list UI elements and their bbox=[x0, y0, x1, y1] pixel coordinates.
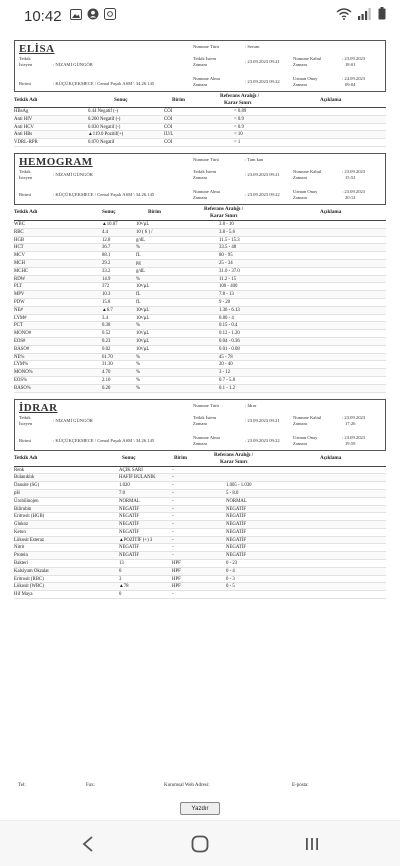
test-name: Glukoz bbox=[14, 522, 29, 528]
test-unit: 10³/µL bbox=[136, 221, 150, 227]
table-row bbox=[14, 237, 386, 245]
footer-tel: Tel: bbox=[18, 783, 26, 788]
table-row bbox=[14, 583, 386, 591]
table-row bbox=[14, 521, 386, 529]
reference-range: 11.2 - 15 bbox=[219, 276, 237, 282]
test-unit: - bbox=[172, 545, 174, 551]
reference-range: 7.8 - 13 bbox=[219, 292, 234, 298]
test-unit: - bbox=[172, 553, 174, 559]
test-unit: 10 ( 6 ) / bbox=[136, 229, 153, 235]
test-unit: g/dL bbox=[136, 268, 146, 274]
reference-range: NEGATİF bbox=[226, 545, 246, 551]
test-unit: % bbox=[136, 276, 140, 282]
test-name: Kalsiyum Okzalat bbox=[14, 568, 49, 574]
test-name: HBsAg bbox=[14, 109, 29, 114]
test-result: ▲POZİTİF (+) 3 bbox=[119, 537, 153, 543]
contact-icon bbox=[87, 7, 99, 25]
table-row bbox=[14, 229, 386, 237]
table-row bbox=[14, 513, 386, 521]
table-row bbox=[14, 307, 386, 315]
test-result: 4.70 bbox=[102, 370, 111, 376]
reference-range: 80 - 95 bbox=[219, 253, 233, 259]
reference-range: 25 - 34 bbox=[219, 260, 233, 266]
test-result: NEGATİF bbox=[119, 506, 139, 512]
hemogram-header: HEMOGRAM Tetkik İsteyen : NİZAMİ GÜNGÖR Birimi : KÜÇÜKÇEKMECE \ Cemal Paşalı ASM \ 34.26.145 Numune Türü : Tam kan Tetkik İstem Zamanı : 23.09.2023 09:21 Numune Alma Zamanı : 23.09.2023 09:22 Numune Kabul Zamanı : 23.09.2023 15:52 Uzman Onay Zamanı : 23.09.2023 20:12 bbox=[14, 153, 386, 205]
table-row bbox=[14, 552, 386, 560]
table-row bbox=[14, 139, 386, 147]
test-name: Protein bbox=[14, 553, 28, 559]
test-result: 3.4 bbox=[102, 315, 108, 321]
test-unit: % bbox=[136, 323, 140, 329]
test-unit: % bbox=[136, 362, 140, 368]
table-row bbox=[14, 544, 386, 552]
test-result: 10.3 bbox=[102, 292, 111, 298]
test-unit: 10³/µL bbox=[136, 315, 150, 321]
test-unit: COI bbox=[164, 124, 173, 130]
test-result: 7.0 bbox=[119, 490, 125, 496]
table-row bbox=[14, 591, 386, 599]
reference-range: 1.005 - 1.030 bbox=[226, 483, 252, 489]
test-result: 0.44 Negatif (-) bbox=[88, 109, 118, 114]
reference-range: 3.8 - 5.6 bbox=[219, 229, 235, 235]
test-result: 14.9 bbox=[102, 276, 111, 282]
reference-range: 45 - 78 bbox=[219, 354, 233, 360]
test-name: RBC bbox=[14, 229, 24, 235]
reference-range: 0.1 - 1.2 bbox=[219, 385, 235, 391]
test-result: NEGATİF bbox=[119, 522, 139, 528]
test-unit: - bbox=[172, 467, 174, 473]
test-unit: COI bbox=[164, 116, 173, 122]
reference-range: 9 - 20 bbox=[219, 299, 231, 305]
test-result: 31.30 bbox=[102, 362, 113, 368]
test-result: NORMAL bbox=[119, 498, 140, 504]
test-unit: - bbox=[172, 475, 174, 481]
reference-range: 0.04 - 0.36 bbox=[219, 338, 240, 344]
table-row bbox=[14, 369, 386, 377]
test-name: Anti HCV bbox=[14, 124, 34, 130]
table-row bbox=[14, 322, 386, 330]
test-unit: - bbox=[172, 514, 174, 520]
signal-icon bbox=[358, 7, 372, 25]
test-name: BASO% bbox=[14, 385, 31, 391]
test-name: PCT bbox=[14, 323, 23, 329]
table-row bbox=[14, 252, 386, 260]
table-row bbox=[14, 315, 386, 323]
test-result: NEGATİF bbox=[119, 553, 139, 559]
test-name: PLT bbox=[14, 284, 23, 290]
image-icon bbox=[70, 7, 82, 25]
table-row bbox=[14, 482, 386, 490]
table-row bbox=[14, 108, 386, 116]
test-result: 13 bbox=[119, 561, 124, 567]
test-name: Keton bbox=[14, 529, 26, 535]
test-unit: - bbox=[172, 537, 174, 543]
battery-icon bbox=[378, 7, 386, 25]
test-result: NEGATİF bbox=[119, 514, 139, 520]
test-name: Lökosit Esteraz bbox=[14, 537, 44, 543]
elisa-header: ELİSA Tetkik İsteyen : NİZAMİ GÜNGÖR Birimi : KÜÇÜKÇEKMECE \ Cemal Paşalı ASM \ 34.26.145 Numune Türü : Serum Tetkik İstem Zamanı : 23.09.2023 09:21 Numune Alma Zamanı : 23.09.2023 09:22 Numune Kabul Zamanı : 23.09.2023 18:01 Uzman Onay Zamanı : 24.09.2023 09:04 bbox=[14, 40, 386, 92]
reference-range: < 0.9 bbox=[234, 116, 244, 122]
test-name: Nitrit bbox=[14, 545, 25, 551]
reference-range: NEGATİF bbox=[226, 514, 246, 520]
test-unit: fL bbox=[136, 292, 141, 298]
test-result: 0.38 bbox=[102, 323, 111, 329]
idrar-column-headers: Tetkik Adı Sonuç Birim Referans Aralığı / Karar Sınırı Açıklama bbox=[14, 451, 386, 467]
table-row bbox=[14, 124, 386, 132]
reference-range: 0 - 3 bbox=[226, 576, 235, 582]
test-unit: - bbox=[172, 522, 174, 528]
test-unit: 10³/µL bbox=[136, 331, 150, 337]
test-result: 61.70 bbox=[102, 354, 113, 360]
idrar-section bbox=[14, 399, 386, 600]
table-row bbox=[14, 385, 386, 393]
test-result: 0 bbox=[119, 568, 122, 574]
test-result: NEGATİF bbox=[119, 545, 139, 551]
idrar-rows bbox=[14, 467, 386, 600]
test-name: LYM# bbox=[14, 315, 27, 321]
test-name: NE# bbox=[14, 307, 23, 313]
test-unit: 10³/µL bbox=[136, 284, 150, 290]
test-name: MONO% bbox=[14, 370, 33, 376]
test-name: MPV bbox=[14, 292, 25, 298]
elisa-rows bbox=[14, 108, 386, 147]
test-unit: HPF bbox=[172, 568, 181, 574]
test-result: 0.200 Negatif (-) bbox=[88, 116, 121, 122]
test-unit: % bbox=[136, 385, 140, 391]
test-name: RDW bbox=[14, 276, 26, 282]
test-result: 0.02 bbox=[102, 346, 111, 352]
reference-range: NEGATİF bbox=[226, 522, 246, 528]
test-name: HGB bbox=[14, 237, 25, 243]
test-unit: - bbox=[172, 529, 174, 535]
table-row bbox=[14, 338, 386, 346]
test-unit: fL bbox=[136, 253, 141, 259]
hemogram-column-headers: Tetkik Adı Sonuç Birim Referans Aralığı / Karar Sınırı Açıklama bbox=[14, 205, 386, 221]
test-result: 372 bbox=[102, 284, 110, 290]
test-unit: pg bbox=[136, 260, 141, 266]
test-unit: 10³/µL bbox=[136, 338, 150, 344]
test-unit: % bbox=[136, 370, 140, 376]
reference-range: 100 - 400 bbox=[219, 284, 238, 290]
test-unit: 10³/µL bbox=[136, 346, 150, 352]
reference-range: 0.12 - 1.20 bbox=[219, 331, 240, 337]
test-unit: 10³/µL bbox=[136, 307, 150, 313]
table-row bbox=[14, 490, 386, 498]
test-result: 1.020 bbox=[119, 483, 130, 489]
table-row bbox=[14, 377, 386, 385]
status-bar bbox=[0, 0, 400, 32]
section-title: ELİSA bbox=[19, 43, 55, 55]
test-result: NEGATİF bbox=[119, 529, 139, 535]
test-result: 0.030 Negatif (-) bbox=[88, 124, 121, 130]
reference-range: 0.01 - 0.08 bbox=[219, 346, 240, 352]
test-result: ▲10.87 bbox=[102, 221, 118, 227]
test-unit: - bbox=[172, 592, 174, 598]
test-unit: - bbox=[172, 506, 174, 512]
test-unit: COI bbox=[164, 109, 173, 114]
reference-range: 3 - 12 bbox=[219, 370, 231, 376]
test-name: WBC bbox=[14, 221, 25, 227]
section-title: HEMOGRAM bbox=[19, 155, 93, 168]
reference-range: NEGATİF bbox=[226, 537, 246, 543]
android-nav-bar bbox=[0, 820, 400, 866]
test-result: ▲119.0 Pozitif(+) bbox=[88, 132, 124, 138]
table-row bbox=[14, 268, 386, 276]
test-name: Bilirubin bbox=[14, 506, 32, 512]
reference-range: 31.0 - 37.0 bbox=[219, 268, 240, 274]
test-name: PDW bbox=[14, 299, 25, 305]
reference-range: < 10 bbox=[234, 132, 243, 138]
hemogram-rows bbox=[14, 221, 386, 393]
table-row bbox=[14, 576, 386, 584]
table-row bbox=[14, 244, 386, 252]
test-result: ▲78 bbox=[119, 584, 129, 590]
reference-range: NEGATİF bbox=[226, 553, 246, 559]
test-name: HCT bbox=[14, 245, 24, 251]
test-result: 3 bbox=[119, 576, 122, 582]
test-result: 36.7 bbox=[102, 245, 111, 251]
table-row bbox=[14, 506, 386, 514]
test-name: Ürobilinojen bbox=[14, 498, 39, 504]
elisa-section bbox=[14, 40, 386, 147]
footer-fax: Fax: bbox=[86, 783, 95, 788]
elisa-column-headers: Tetkik Adı Sonuç Birim Referans Aralığı / Karar Sınırı Açıklama bbox=[14, 92, 386, 108]
status-time: 10:42 bbox=[24, 7, 62, 25]
test-name: pH bbox=[14, 490, 20, 496]
table-row bbox=[14, 467, 386, 475]
table-row bbox=[14, 283, 386, 291]
test-name: Eritrosit (HGB) bbox=[14, 514, 45, 520]
reference-range: NEGATİF bbox=[226, 529, 246, 535]
test-unit: - bbox=[172, 490, 174, 496]
table-row bbox=[14, 537, 386, 545]
reference-range: 0 - 5 bbox=[226, 584, 235, 590]
test-name: MONO# bbox=[14, 331, 32, 337]
test-name: Anti HIV bbox=[14, 116, 33, 122]
test-unit: - bbox=[172, 483, 174, 489]
test-result: ▲6.7 bbox=[102, 307, 113, 313]
table-row bbox=[14, 131, 386, 139]
section-title: İDRAR bbox=[19, 401, 58, 414]
table-row bbox=[14, 221, 386, 229]
test-result: 0 bbox=[119, 592, 122, 598]
test-name: MCHC bbox=[14, 268, 29, 274]
test-name: MCH bbox=[14, 260, 25, 266]
footer-web: Kurumsal Web Adresi: bbox=[164, 783, 210, 788]
table-row bbox=[14, 116, 386, 124]
test-unit: HPF bbox=[172, 576, 181, 582]
test-result: 0.20 bbox=[102, 385, 111, 391]
test-unit: % bbox=[136, 245, 140, 251]
test-result: 0.52 bbox=[102, 331, 111, 337]
reference-range: 1.36 - 6.13 bbox=[219, 307, 240, 313]
test-unit: % bbox=[136, 377, 140, 383]
table-row bbox=[14, 299, 386, 307]
wifi-icon bbox=[336, 7, 352, 25]
reference-range: 33.5 - 48 bbox=[219, 245, 237, 251]
test-result: 12.8 bbox=[102, 237, 111, 243]
test-name: EOS% bbox=[14, 377, 28, 383]
test-unit: HPF bbox=[172, 561, 181, 567]
test-name: Dansite (SG) bbox=[14, 483, 40, 489]
footer-email: E-posta: bbox=[292, 783, 309, 788]
camera-icon bbox=[104, 7, 116, 25]
test-name: NE% bbox=[14, 354, 25, 360]
reference-range: NEGATİF bbox=[226, 506, 246, 512]
table-row bbox=[14, 474, 386, 482]
test-unit: - bbox=[172, 498, 174, 504]
lab-report bbox=[14, 40, 386, 605]
test-name: Anti HBs bbox=[14, 132, 33, 138]
test-result: AÇIK SARI bbox=[119, 467, 143, 473]
reference-range: 0 - 4 bbox=[226, 568, 235, 574]
test-result: 88.1 bbox=[102, 253, 111, 259]
test-unit: HPF bbox=[172, 584, 181, 590]
reference-range: < 0.9 bbox=[234, 124, 244, 130]
home-icon[interactable] bbox=[188, 835, 212, 853]
test-name: MCV bbox=[14, 253, 25, 259]
reference-range: 5 - 8.0 bbox=[226, 490, 239, 496]
test-result: 4.4 bbox=[102, 229, 108, 235]
table-row bbox=[14, 529, 386, 537]
test-name: Hif Maya bbox=[14, 592, 33, 598]
reference-range: 0 - 23 bbox=[226, 561, 238, 567]
reference-range: < 0.89 bbox=[234, 109, 247, 114]
reference-range: 0.80 - 4 bbox=[219, 315, 234, 321]
reference-range: 20 - 40 bbox=[219, 362, 233, 368]
test-result: HAFİF BULANIK bbox=[119, 475, 156, 481]
test-unit: % bbox=[136, 354, 140, 360]
test-name: Bakteri bbox=[14, 561, 29, 567]
table-row bbox=[14, 276, 386, 284]
test-result: 29.2 bbox=[102, 260, 111, 266]
test-name: Eritrosit (RBC) bbox=[14, 576, 44, 582]
table-row bbox=[14, 346, 386, 354]
table-row bbox=[14, 354, 386, 362]
test-unit: IU/L bbox=[164, 132, 174, 138]
reference-range: 0.7 - 5.8 bbox=[219, 377, 235, 383]
table-row bbox=[14, 361, 386, 369]
table-row bbox=[14, 568, 386, 576]
reference-range: 11.5 - 15.3 bbox=[219, 237, 240, 243]
reference-range: 3.8 - 10 bbox=[219, 221, 234, 227]
test-unit: g/dL bbox=[136, 237, 146, 243]
reference-range: 0.15 - 0.4 bbox=[219, 323, 238, 329]
test-result: 33.2 bbox=[102, 268, 111, 274]
test-result: 0.070 Negatif bbox=[88, 140, 115, 146]
test-name: EOS# bbox=[14, 338, 26, 344]
back-icon[interactable] bbox=[76, 835, 100, 853]
hemogram-section bbox=[14, 153, 386, 393]
print-button[interactable]: Yazdır bbox=[180, 802, 220, 815]
test-name: LYM% bbox=[14, 362, 29, 368]
reference-range: NORMAL bbox=[226, 498, 247, 504]
test-name: VDRL-RPR bbox=[14, 140, 38, 146]
test-result: 0.23 bbox=[102, 338, 111, 344]
idrar-header: İDRAR Tetkik İsteyen : NİZAMİ GÜNGÖR Birimi : KÜÇÜKÇEKMECE \ Cemal Paşalı ASM \ 34.26.145 Numune Türü : İdrar Tetkik İstem Zamanı : 23.09.2023 09:21 Numune Alma Zamanı : 23.09.2023 09:22 Numune Kabul Zamanı : 23.09.2023 17:26 Uzman Onay Zamanı : 23.09.2023 19:59 bbox=[14, 399, 386, 451]
test-unit: fL bbox=[136, 299, 141, 305]
table-row bbox=[14, 498, 386, 506]
test-result: 2.10 bbox=[102, 377, 111, 383]
table-row bbox=[14, 330, 386, 338]
reference-range: < 1 bbox=[234, 140, 241, 146]
test-name: BASO# bbox=[14, 346, 30, 352]
test-result: 15.8 bbox=[102, 299, 111, 305]
table-row bbox=[14, 291, 386, 299]
test-name: Bulanıklık bbox=[14, 475, 35, 481]
test-name: Lökosit (WBC) bbox=[14, 584, 44, 590]
test-unit: COI bbox=[164, 140, 173, 146]
table-row bbox=[14, 560, 386, 568]
recents-icon[interactable] bbox=[300, 835, 324, 853]
table-row bbox=[14, 260, 386, 268]
test-name: Renk bbox=[14, 467, 25, 473]
